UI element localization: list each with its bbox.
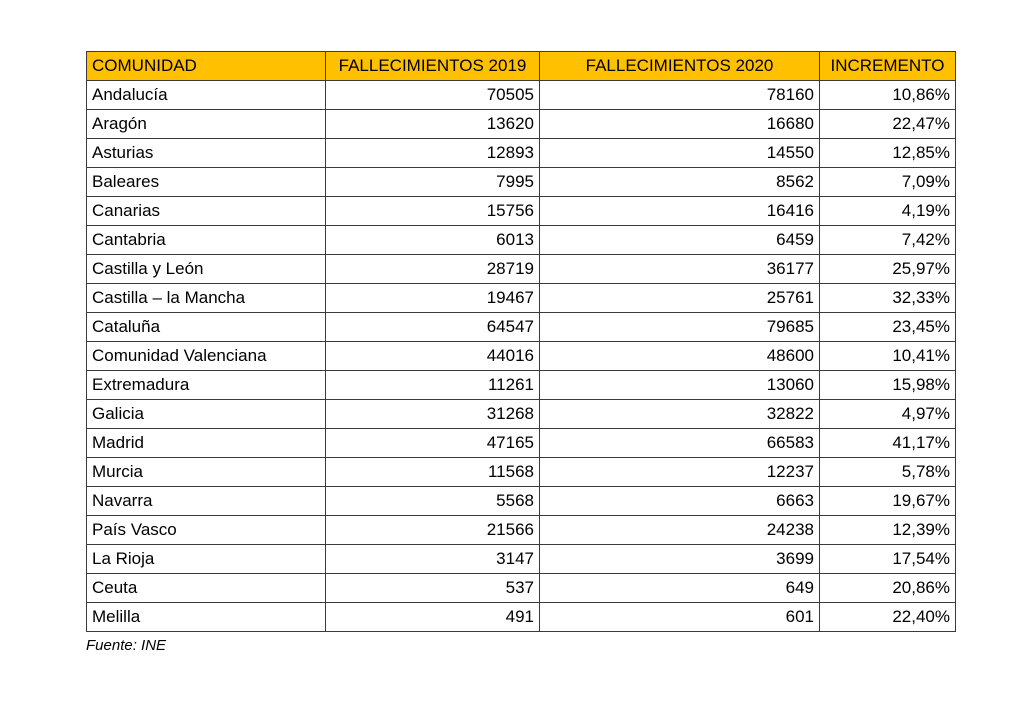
cell-incremento: 17,54% — [820, 545, 956, 574]
cell-incremento: 10,41% — [820, 342, 956, 371]
table-row — [87, 342, 956, 371]
cell-incremento: 25,97% — [820, 255, 956, 284]
table-row — [87, 313, 956, 342]
cell-incremento: 15,98% — [820, 371, 956, 400]
cell-comunidad: Extremadura — [87, 371, 326, 400]
table-row — [87, 487, 956, 516]
cell-comunidad: Melilla — [87, 603, 326, 632]
table-row — [87, 458, 956, 487]
cell-incremento: 10,86% — [820, 81, 956, 110]
cell-fallecimientos-2020: 3699 — [540, 545, 820, 574]
table-row — [87, 226, 956, 255]
cell-incremento: 7,42% — [820, 226, 956, 255]
cell-fallecimientos-2019: 47165 — [326, 429, 540, 458]
cell-fallecimientos-2019: 70505 — [326, 81, 540, 110]
table-body — [87, 81, 956, 632]
cell-fallecimientos-2020: 24238 — [540, 516, 820, 545]
cell-fallecimientos-2019: 44016 — [326, 342, 540, 371]
cell-fallecimientos-2020: 78160 — [540, 81, 820, 110]
cell-incremento: 41,17% — [820, 429, 956, 458]
cell-comunidad: Andalucía — [87, 81, 326, 110]
header-fallecimientos-2020: FALLECIMIENTOS 2020 — [540, 52, 820, 81]
cell-fallecimientos-2020: 649 — [540, 574, 820, 603]
source-note: Fuente: INE — [86, 637, 167, 654]
cell-fallecimientos-2019: 491 — [326, 603, 540, 632]
cell-fallecimientos-2019: 11261 — [326, 371, 540, 400]
cell-fallecimientos-2020: 14550 — [540, 139, 820, 168]
header-row — [87, 52, 956, 81]
cell-comunidad: Canarias — [87, 197, 326, 226]
table-row — [87, 545, 956, 574]
table-header — [87, 52, 956, 81]
cell-fallecimientos-2019: 13620 — [326, 110, 540, 139]
cell-fallecimientos-2019: 28719 — [326, 255, 540, 284]
cell-fallecimientos-2019: 537 — [326, 574, 540, 603]
cell-fallecimientos-2019: 5568 — [326, 487, 540, 516]
cell-fallecimientos-2020: 32822 — [540, 400, 820, 429]
table-row — [87, 139, 956, 168]
cell-fallecimientos-2020: 48600 — [540, 342, 820, 371]
cell-fallecimientos-2019: 11568 — [326, 458, 540, 487]
cell-incremento: 12,85% — [820, 139, 956, 168]
cell-fallecimientos-2020: 66583 — [540, 429, 820, 458]
cell-fallecimientos-2020: 25761 — [540, 284, 820, 313]
cell-fallecimientos-2020: 6459 — [540, 226, 820, 255]
cell-incremento: 4,97% — [820, 400, 956, 429]
header-fallecimientos-2019: FALLECIMIENTOS 2019 — [326, 52, 540, 81]
cell-fallecimientos-2020: 8562 — [540, 168, 820, 197]
cell-fallecimientos-2019: 31268 — [326, 400, 540, 429]
cell-fallecimientos-2019: 12893 — [326, 139, 540, 168]
cell-fallecimientos-2020: 13060 — [540, 371, 820, 400]
table-row — [87, 603, 956, 632]
cell-comunidad: Galicia — [87, 400, 326, 429]
cell-comunidad: Castilla – la Mancha — [87, 284, 326, 313]
table-row — [87, 400, 956, 429]
cell-comunidad: Baleares — [87, 168, 326, 197]
cell-fallecimientos-2020: 12237 — [540, 458, 820, 487]
cell-fallecimientos-2019: 21566 — [326, 516, 540, 545]
cell-fallecimientos-2019: 19467 — [326, 284, 540, 313]
cell-comunidad: Cantabria — [87, 226, 326, 255]
cell-incremento: 7,09% — [820, 168, 956, 197]
cell-incremento: 12,39% — [820, 516, 956, 545]
cell-comunidad: Madrid — [87, 429, 326, 458]
cell-comunidad: Comunidad Valenciana — [87, 342, 326, 371]
cell-comunidad: Ceuta — [87, 574, 326, 603]
cell-comunidad: País Vasco — [87, 516, 326, 545]
cell-comunidad: Cataluña — [87, 313, 326, 342]
cell-fallecimientos-2020: 16416 — [540, 197, 820, 226]
cell-incremento: 19,67% — [820, 487, 956, 516]
cell-fallecimientos-2020: 16680 — [540, 110, 820, 139]
cell-fallecimientos-2020: 601 — [540, 603, 820, 632]
cell-fallecimientos-2020: 79685 — [540, 313, 820, 342]
cell-comunidad: Castilla y León — [87, 255, 326, 284]
cell-comunidad: Murcia — [87, 458, 326, 487]
cell-comunidad: La Rioja — [87, 545, 326, 574]
cell-comunidad: Navarra — [87, 487, 326, 516]
cell-fallecimientos-2019: 15756 — [326, 197, 540, 226]
cell-incremento: 23,45% — [820, 313, 956, 342]
cell-fallecimientos-2020: 6663 — [540, 487, 820, 516]
cell-fallecimientos-2019: 6013 — [326, 226, 540, 255]
cell-incremento: 22,47% — [820, 110, 956, 139]
cell-comunidad: Asturias — [87, 139, 326, 168]
cell-incremento: 5,78% — [820, 458, 956, 487]
header-incremento: INCREMENTO — [820, 52, 956, 81]
table-row — [87, 429, 956, 458]
table-row — [87, 516, 956, 545]
table-row — [87, 81, 956, 110]
deaths-table — [86, 51, 956, 632]
cell-incremento: 20,86% — [820, 574, 956, 603]
table-row — [87, 574, 956, 603]
cell-fallecimientos-2019: 64547 — [326, 313, 540, 342]
table-row — [87, 110, 956, 139]
cell-fallecimientos-2020: 36177 — [540, 255, 820, 284]
cell-incremento: 32,33% — [820, 284, 956, 313]
table-row — [87, 371, 956, 400]
table-row — [87, 284, 956, 313]
cell-fallecimientos-2019: 7995 — [326, 168, 540, 197]
table-row — [87, 197, 956, 226]
table-row — [87, 168, 956, 197]
cell-incremento: 4,19% — [820, 197, 956, 226]
cell-fallecimientos-2019: 3147 — [326, 545, 540, 574]
table-row — [87, 255, 956, 284]
header-comunidad: COMUNIDAD — [87, 52, 326, 81]
cell-comunidad: Aragón — [87, 110, 326, 139]
cell-incremento: 22,40% — [820, 603, 956, 632]
